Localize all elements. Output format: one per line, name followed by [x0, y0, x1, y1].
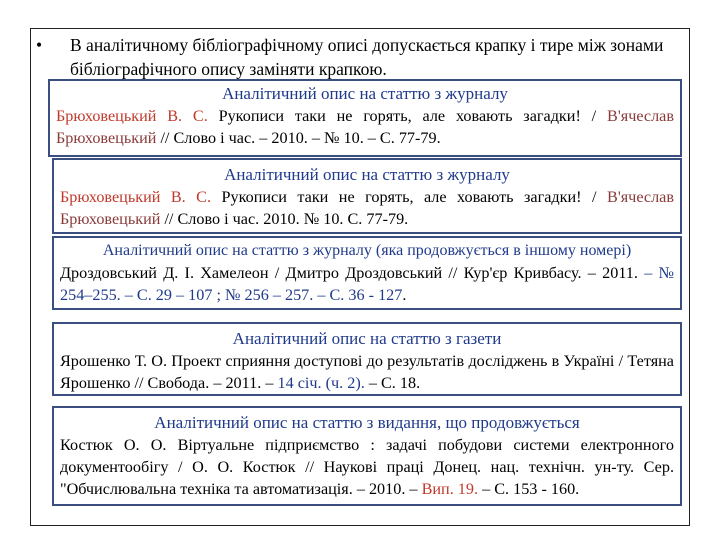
- box-body: [54, 186, 680, 230]
- source-text: // Слово і час. – 2010. – № 10. – С. 77-79.: [156, 129, 441, 147]
- issue-number: Вип. 19.: [421, 480, 479, 498]
- page-text: – С. 153 - 160.: [478, 480, 580, 498]
- issue-pages: – № 254–255. – С. 29 – 107 ; № 256 – 257. – С. 36 - 127: [60, 264, 674, 304]
- box-body: [54, 262, 680, 306]
- reference-text: Дроздовський Д. І. Хамелеон / Дмитро Дроздовський // Кур'єр Кривбасу. – 2011.: [60, 264, 645, 282]
- title-text: Рукописи таки не горять, але ховають загадки! /: [211, 188, 608, 206]
- reference-text: Ярошенко Т. О. Проект сприяння доступові до результатів досліджень в Україні / Тетяна Ярошенко // Свобода. – 2011. –: [60, 352, 674, 392]
- page-text: – С. 18.: [364, 374, 421, 392]
- box-header: Аналітичний опис на статтю з журналу: [224, 165, 510, 184]
- author-full-name: В'ячеслав Брюховецький: [56, 107, 675, 147]
- box-header: Аналітичний опис на статтю з газети: [232, 329, 502, 348]
- reference-text: Костюк О. О. Віртуальне підприємство : задачі побудови системи електронного документообігу / О. О. Костюк // Наукові праці Донец. нац. технічн. ун-ту. Сер. "Обчислювальна техніка та автоматизація. – 2010. –: [60, 436, 674, 498]
- title-text: Рукописи таки не горять, але ховають загадки! /: [207, 107, 608, 125]
- author-name: Брюховецький В. С.: [56, 107, 208, 125]
- box-header: Аналітичний опис на статтю з журналу: [222, 84, 508, 103]
- box-body: [54, 350, 680, 394]
- source-text: // Слово і час. 2010. № 10. С. 77-79.: [160, 210, 409, 228]
- example-box-journal-1: [48, 79, 682, 157]
- author-full-name: В'ячеслав Брюховецький: [60, 188, 674, 228]
- example-box-journal-continued: [52, 236, 682, 310]
- box-body: [54, 434, 680, 500]
- issue-date: 14 січ. (ч. 2).: [277, 374, 365, 392]
- bullet-icon: •: [36, 35, 43, 55]
- box-body: [50, 105, 680, 149]
- bullet-text: В аналітичному бібліографічному описі допускається крапку і тире між зонами бібліографічного опису заміняти крапкою.: [70, 35, 664, 79]
- author-name: Брюховецький В. С.: [60, 188, 212, 206]
- box-header: Аналітичний опис на статтю з видання, що продовжується: [154, 413, 580, 432]
- end-punct: .: [402, 286, 407, 304]
- example-box-journal-2: [52, 158, 682, 234]
- example-box-serial: [52, 406, 682, 506]
- box-header: Аналітичний опис на статтю з журналу (яка продовжується в іншому номері): [102, 242, 632, 259]
- example-box-newspaper: [52, 322, 682, 396]
